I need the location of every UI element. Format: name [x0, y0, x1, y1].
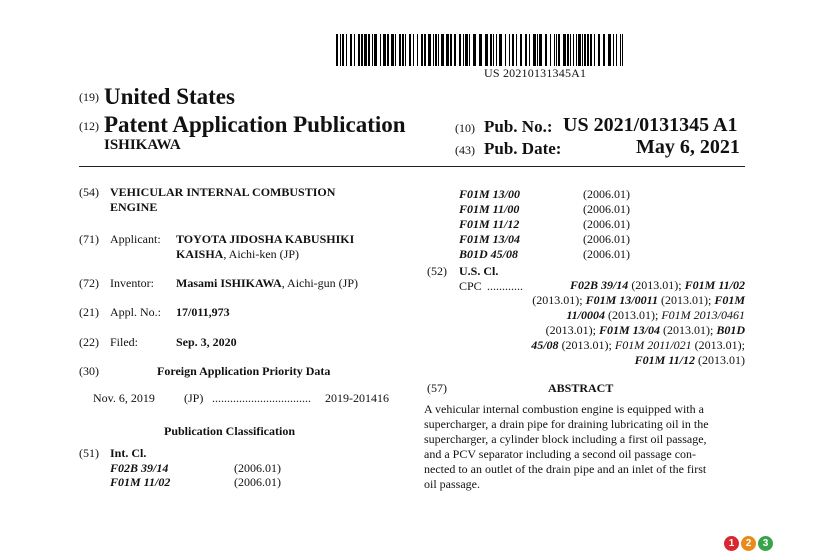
barcode-bar: [558, 34, 560, 66]
header-inventor: ISHIKAWA: [104, 137, 181, 153]
barcode-bar: [520, 34, 522, 66]
inventor-location: , Aichi-gun (JP): [281, 276, 359, 290]
barcode-bar: [346, 34, 347, 66]
priority-leader-dots: .................................: [212, 391, 311, 405]
barcode-bar: [509, 34, 510, 66]
barcode-bar: [364, 34, 367, 66]
inid-code-19: (19): [79, 90, 99, 104]
barcode-bar: [550, 34, 551, 66]
barcode-bar: [469, 34, 470, 66]
int-cl-version: (2006.01): [234, 461, 281, 475]
barcode-bar: [563, 34, 566, 66]
int-cl-class: B01D 45/08: [459, 247, 519, 261]
cpc-label: CPC: [459, 279, 482, 293]
title-line-1: VEHICULAR INTERNAL COMBUSTION: [110, 185, 336, 199]
inventor-name: Masami ISHIKAWA: [176, 276, 282, 290]
appl-no-value: 17/011,973: [176, 305, 230, 319]
document-type-heading: Patent Application Publication: [104, 112, 406, 137]
priority-date: Nov. 6, 2019: [93, 391, 155, 405]
cpc-line-4: (2013.01); F01M 13/04 (2013.01); B01D: [545, 323, 745, 337]
int-cl-version: (2006.01): [583, 232, 630, 246]
barcode-bar: [350, 34, 352, 66]
cpc-block: [480, 278, 745, 368]
barcode-bar: [402, 34, 404, 66]
pub-date-label: Pub. Date:: [484, 139, 562, 158]
barcode-bar: [342, 34, 344, 66]
barcode-bar: [421, 34, 423, 66]
barcode-bar: [463, 34, 464, 66]
barcode-bar: [578, 34, 581, 66]
priority-country: (JP): [184, 391, 204, 405]
pub-no-value: US 2021/0131345 A1: [563, 114, 738, 136]
logo-digit-3: 3: [758, 536, 773, 551]
barcode-bar: [570, 34, 571, 66]
int-cl-version: (2006.01): [583, 247, 630, 261]
priority-heading: Foreign Application Priority Data: [157, 364, 331, 378]
inid-code-51: (51): [79, 446, 99, 460]
barcode-bar: [368, 34, 370, 66]
barcode-bar: [424, 34, 426, 66]
inid-code-21: (21): [79, 305, 99, 319]
site-logo: [724, 536, 774, 552]
barcode-bar: [413, 34, 414, 66]
cpc-line-3: 11/0004 (2013.01); F01M 2013/0461: [566, 308, 745, 322]
barcode-bar: [446, 34, 449, 66]
barcode-bar: [399, 34, 401, 66]
barcode-bar: [590, 34, 592, 66]
barcode-bar: [584, 34, 586, 66]
barcode-bar: [433, 34, 434, 66]
barcode-bar: [465, 34, 468, 66]
barcode-bar: [573, 34, 574, 66]
barcode-bar: [438, 34, 439, 66]
barcode-bar: [567, 34, 569, 66]
country-heading: United States: [104, 84, 235, 109]
barcode-bar: [391, 34, 394, 66]
inid-code-22: (22): [79, 335, 99, 349]
barcode-bar: [512, 34, 514, 66]
applicant-line-1: TOYOTA JIDOSHA KABUSHIKI: [176, 232, 355, 246]
barcode-bar: [496, 34, 497, 66]
cpc-line-1: F02B 39/14 (2013.01); F01M 11/02: [569, 278, 745, 292]
inid-code-71: (71): [79, 232, 99, 246]
inid-code-52: (52): [427, 264, 447, 278]
barcode-bar: [554, 34, 555, 66]
barcode-bar: [354, 34, 355, 66]
barcode-bar: [490, 34, 492, 66]
priority-number: 2019-201416: [325, 391, 389, 405]
applicant-name-2: KAISHA: [176, 247, 224, 261]
abstract-line: oil passage.: [424, 477, 480, 491]
barcode-bar: [441, 34, 444, 66]
inid-code-30: (30): [79, 364, 99, 378]
int-cl-version: (2006.01): [234, 475, 281, 489]
inid-code-12: (12): [79, 119, 99, 133]
barcode-bar: [545, 34, 547, 66]
barcode-bar: [539, 34, 542, 66]
abstract-heading: ABSTRACT: [548, 381, 614, 395]
barcode-bar: [374, 34, 377, 66]
inid-code-10: (10): [455, 121, 475, 135]
abstract-line: and a PCV separator including a second oil passage con-: [424, 447, 697, 461]
barcode-bar: [525, 34, 527, 66]
barcode-bar: [603, 34, 605, 66]
barcode-bar: [395, 34, 396, 66]
int-cl-class: F01M 13/04: [459, 232, 521, 246]
barcode-bar: [387, 34, 389, 66]
logo-digit-1: 1: [724, 536, 739, 551]
barcode-bar: [533, 34, 536, 66]
cpc-line-6: F01M 11/12 (2013.01): [634, 353, 745, 367]
pub-date-value: May 6, 2021: [636, 136, 740, 158]
int-cl-version: (2006.01): [583, 217, 630, 231]
inid-code-43: (43): [455, 143, 475, 157]
abstract-line: supercharger, a drain pipe for draining lubricating oil in the: [424, 417, 709, 431]
filed-date: Sep. 3, 2020: [176, 335, 237, 349]
int-cl-class: F01M 13/00: [459, 187, 521, 201]
barcode-bar: [435, 34, 437, 66]
logo-digit-2: 2: [741, 536, 756, 551]
applicant-label: Applicant:: [110, 232, 161, 246]
abstract-line: nected to an outlet of the drain pipe and an inlet of the first: [424, 462, 707, 476]
barcode-bar: [505, 34, 506, 66]
barcode-bar: [409, 34, 411, 66]
barcode-bar: [361, 34, 363, 66]
barcode-bar: [616, 34, 617, 66]
barcode-bar: [405, 34, 406, 66]
barcode-bar: [598, 34, 600, 66]
classification-heading: Publication Classification: [164, 424, 296, 438]
cpc-leader-dots: ............: [487, 279, 523, 293]
int-cl-label: Int. Cl.: [110, 446, 147, 460]
barcode-bar: [358, 34, 360, 66]
us-cl-label: U.S. Cl.: [459, 264, 499, 278]
int-cl-version: (2006.01): [583, 202, 630, 216]
int-cl-class: F02B 39/14: [110, 461, 169, 475]
barcode-bar: [622, 34, 623, 66]
barcode-bar: [417, 34, 418, 66]
int-cl-class: F01M 11/12: [459, 217, 520, 231]
barcode-bar: [380, 34, 381, 66]
filed-label: Filed:: [110, 335, 139, 349]
barcode-bar: [620, 34, 621, 66]
inid-code-57: (57): [427, 381, 447, 395]
barcode-bar: [587, 34, 589, 66]
pub-no-label: Pub. No.:: [484, 117, 553, 136]
barcode-bar: [479, 34, 482, 66]
barcode-bar: [473, 34, 476, 66]
barcode: [336, 34, 623, 66]
barcode-bar: [594, 34, 595, 66]
barcode-bar: [613, 34, 614, 66]
barcode-bar: [493, 34, 494, 66]
int-cl-class: F01M 11/00: [459, 202, 520, 216]
abstract-body: [424, 402, 746, 492]
barcode-bar: [383, 34, 386, 66]
header-divider: [79, 166, 745, 167]
appl-no-label: Appl. No.:: [110, 305, 161, 319]
applicant-location: , Aichi-ken (JP): [223, 247, 299, 261]
barcode-bar: [537, 34, 538, 66]
barcode-bar: [454, 34, 456, 66]
barcode-bar: [582, 34, 583, 66]
inventor-line: [176, 276, 358, 291]
barcode-bar: [340, 34, 341, 66]
cpc-line-5: 45/08 (2013.01); F01M 2011/021 (2013.01);: [531, 338, 745, 352]
barcode-bar: [450, 34, 452, 66]
inid-code-54: (54): [79, 185, 99, 199]
barcode-bar: [336, 34, 338, 66]
abstract-line: A vehicular internal combustion engine is equipped with a: [424, 402, 704, 416]
barcode-bar: [529, 34, 530, 66]
barcode-bar: [516, 34, 517, 66]
barcode-bar: [576, 34, 577, 66]
title-line-2: ENGINE: [110, 200, 158, 214]
inid-code-72: (72): [79, 276, 99, 290]
int-cl-version: (2006.01): [583, 187, 630, 201]
int-cl-class: F01M 11/02: [110, 475, 171, 489]
barcode-bar: [499, 34, 502, 66]
barcode-bar: [459, 34, 461, 66]
abstract-line: supercharger, a cylinder block including a first oil passage,: [424, 432, 707, 446]
barcode-number: US 20210131345A1: [484, 66, 587, 80]
barcode-bar: [485, 34, 488, 66]
barcode-bar: [608, 34, 611, 66]
barcode-bar: [372, 34, 373, 66]
barcode-bar: [556, 34, 557, 66]
applicant-line-2: [176, 247, 299, 262]
cpc-line-2: (2013.01); F01M 13/0011 (2013.01); F01M: [532, 293, 745, 307]
inventor-label: Inventor:: [110, 276, 154, 290]
barcode-bar: [428, 34, 431, 66]
